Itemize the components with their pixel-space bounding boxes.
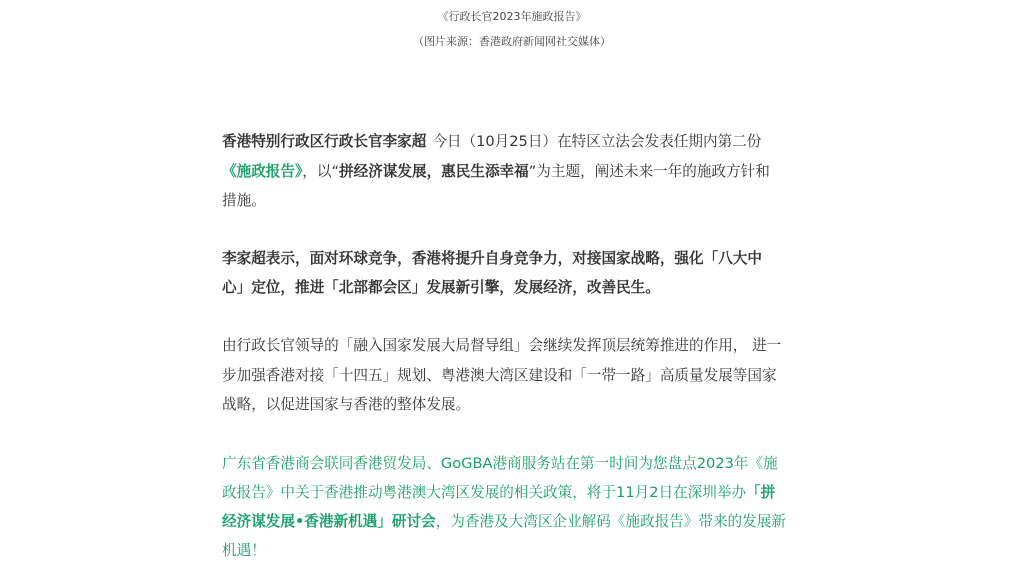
seminar-title: 经济谋发展•香港新机遇」研讨会 [222,513,436,530]
paragraph-4-line-2: 政报告》中关于香港推动粤港澳大湾区发展的相关政策，将于11月2日在深圳举办「拼 [222,484,776,501]
paragraph-3-line-3: 战略，以促进国家与香港的整体发展。 [222,396,471,413]
paragraph-3-line-2: 步加强香港对接「十四五」规划、粤港澳大湾区建设和「一带一路」高质量发展等国家 [222,367,777,384]
image-caption-title: 《行政长官2023年施政报告》 [437,10,587,23]
paragraph-4-line-4: 机遇！ [222,542,266,559]
image-source-caption: （图片来源：香港政府新闻网社交媒体） [413,35,611,48]
theme-text: 拼经济谋发展，惠民生添幸福 [339,163,529,180]
paragraph-4-line-3: 经济谋发展•香港新机遇」研讨会，为香港及大湾区企业解码《施政报告》带来的发展新 [222,513,786,530]
paragraph-1-line-3: 措施。 [222,192,266,209]
paragraph-4-line-1: 广东省香港商会联同香港贸发局、GoGBA港商服务站在第一时间为您盘点2023年《施 [222,455,778,472]
policy-address-link[interactable]: 《施政报告》 [222,163,303,180]
paragraph-1-line-1: 香港特别行政区行政长官李家超 今日（10月25日）在特区立法会发表任期内第二份 [222,133,762,150]
paragraph-3-line-1: 由行政长官领导的「融入国家发展大局督导组」会继续发挥顶层统筹推进的作用， 进一 [222,337,782,354]
paragraph-2-line-2: 心」定位，推进「北部都会区」发展新引擎，发展经济，改善民生。 [222,279,660,296]
paragraph-1-line-2: 《施政报告》，以“拼经济谋发展，惠民生添幸福”为主题，阐述未来一年的施政方针和 [222,163,770,180]
chief-executive-name: 香港特别行政区行政长官李家超 [222,133,427,150]
seminar-title-start: 「拼 [746,484,776,501]
paragraph-2-line-1: 李家超表示，面对环球竞争，香港将提升自身竞争力，对接国家战略，强化「八大中 [222,250,762,267]
